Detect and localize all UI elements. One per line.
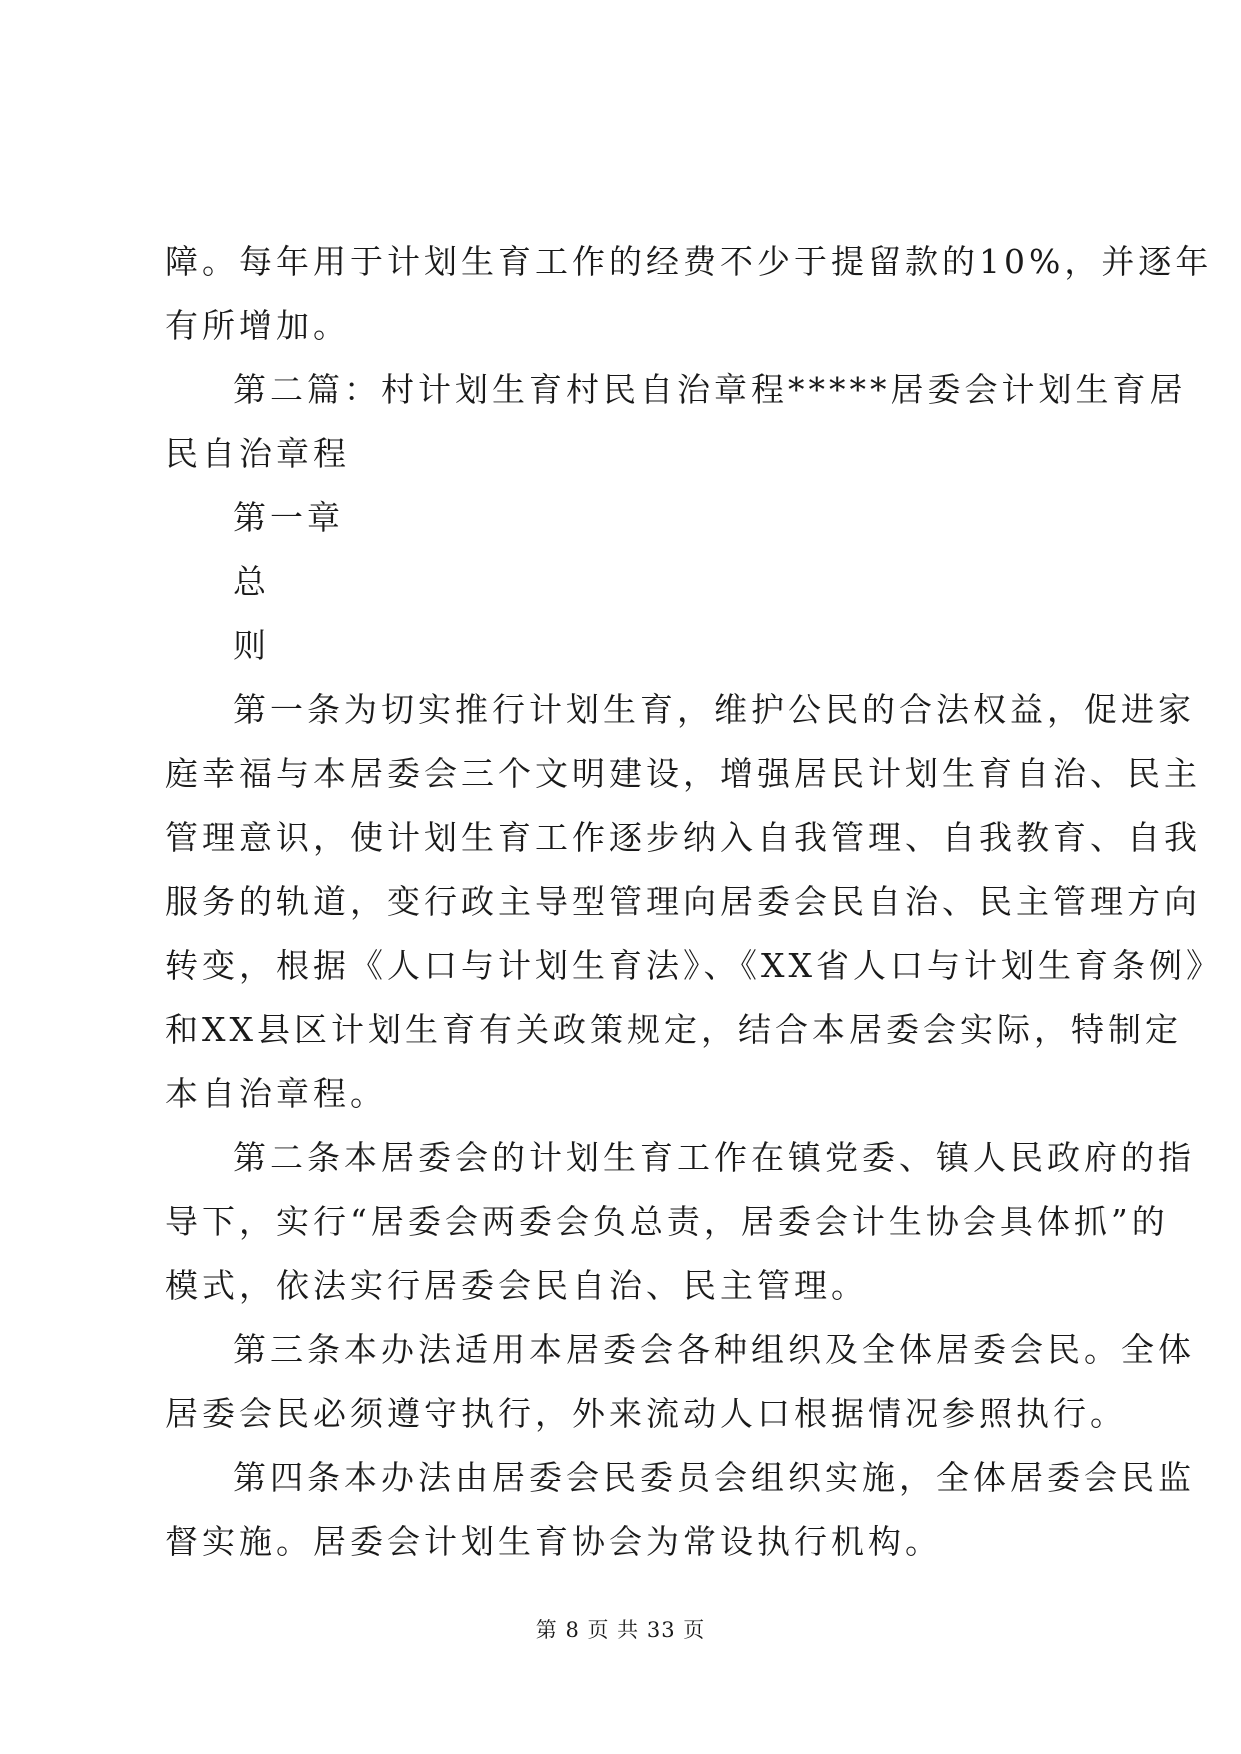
text-line: 第三条本办法适用本居委会各种组织及全体居委会民。全体 xyxy=(233,1330,1195,1369)
text-line: 第一条为切实推行计划生育，维护公民的合法权益，促进家 xyxy=(233,690,1195,729)
text-line: 庭幸福与本居委会三个文明建设，增强居民计划生育自治、民主 xyxy=(165,754,1201,793)
text-line: 第二条本居委会的计划生育工作在镇党委、镇人民政府的指 xyxy=(233,1138,1195,1177)
text-line: 和XX县区计划生育有关政策规定，结合本居委会实际，特制定 xyxy=(165,1010,1182,1049)
chapter-heading: 第一章 xyxy=(233,498,344,537)
text-line: 居委会民必须遵守执行，外来流动人口根据情况参照执行。 xyxy=(165,1394,1127,1433)
text-line: 第二篇：村计划生育村民自治章程*****居委会计划生育居 xyxy=(233,370,1187,409)
text-line: 本自治章程。 xyxy=(165,1074,387,1113)
chapter-title-char: 总 xyxy=(233,562,270,601)
text-line: 转变，根据《人口与计划生育法》、《XX省人口与计划生育条例》 xyxy=(165,946,1223,985)
text-line: 障。每年用于计划生育工作的经费不少于提留款的10%，并逐年 xyxy=(165,242,1213,281)
text-line: 民自治章程 xyxy=(165,434,350,473)
document-body xyxy=(165,230,1223,1574)
text-line: 导下，实行“居委会两委会负总责，居委会计生协会具体抓”的 xyxy=(165,1202,1169,1241)
text-line: 管理意识，使计划生育工作逐步纳入自我管理、自我教育、自我 xyxy=(165,818,1201,857)
page-footer: 第 8 页 共 33 页 xyxy=(535,1618,706,1642)
text-line: 第四条本办法由居委会民委员会组织实施，全体居委会民监 xyxy=(233,1458,1195,1497)
text-line: 有所增加。 xyxy=(165,306,350,345)
text-line: 督实施。居委会计划生育协会为常设执行机构。 xyxy=(165,1522,942,1561)
text-line: 服务的轨道，变行政主导型管理向居委会民自治、民主管理方向 xyxy=(165,882,1201,921)
chapter-title-char: 则 xyxy=(233,626,270,665)
text-line: 模式，依法实行居委会民自治、民主管理。 xyxy=(165,1266,868,1305)
